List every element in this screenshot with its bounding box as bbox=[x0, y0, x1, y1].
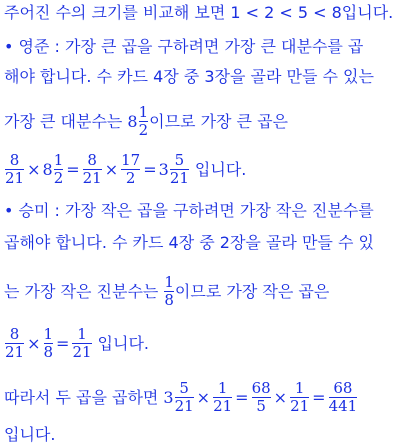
equals-sign: = bbox=[235, 387, 249, 407]
eq1-frac-5: $\frac{5}{21}$ bbox=[169, 151, 189, 187]
times-sign: × bbox=[104, 159, 119, 179]
conclusion-equation bbox=[4, 380, 358, 415]
eq2-frac-3: $\frac{1}{21}$ bbox=[72, 325, 92, 361]
seungmi-text-3b: 이므로 가장 작은 곱은 bbox=[174, 281, 330, 301]
intro-text: 주어진 수의 크기를 비교해 보면 1 < 2 < 5 < 8입니다. bbox=[4, 3, 394, 22]
seungmi-equation bbox=[4, 326, 149, 361]
eq1-whole-5: 3 bbox=[158, 159, 169, 179]
yeongjun-text-1: • 영준 : 가장 큰 곱을 구하려면 가장 큰 대분수를 곱 bbox=[4, 37, 364, 56]
eq1-tail: 입니다. bbox=[194, 159, 247, 179]
yeongjun-line-1 bbox=[4, 36, 363, 58]
eq3-frac-2: $\frac{1}{21}$ bbox=[213, 379, 233, 415]
equals-sign: = bbox=[312, 387, 326, 407]
mixed-whole: 8 bbox=[127, 111, 138, 131]
times-sign: × bbox=[196, 387, 211, 407]
seungmi-line-2 bbox=[4, 232, 374, 254]
equals-sign: = bbox=[143, 159, 157, 179]
eq2-frac-1: $\frac{8}{21}$ bbox=[5, 325, 25, 361]
seungmi-text-3a: 는 가장 작은 진분수는 bbox=[4, 281, 159, 301]
eq3-frac-5: $\frac{68}{441}$ bbox=[328, 379, 358, 415]
eq1-frac-2: $\frac{1}{2}$ bbox=[53, 151, 64, 187]
yeongjun-text-3a: 가장 큰 대분수는 bbox=[4, 111, 123, 131]
intro-line bbox=[4, 2, 393, 24]
eq1-frac-4: $\frac{17}{2}$ bbox=[121, 151, 141, 187]
yeongjun-line-3 bbox=[4, 104, 288, 139]
equals-sign: = bbox=[66, 159, 80, 179]
eq3-whole-1: 3 bbox=[163, 387, 174, 407]
seungmi-text-2: 곱해야 합니다. 수 카드 4장 중 2장을 골라 만들 수 있 bbox=[4, 233, 374, 252]
eq3-frac-1: $\frac{5}{21}$ bbox=[174, 379, 194, 415]
yeongjun-text-3b: 이므로 가장 큰 곱은 bbox=[149, 111, 289, 131]
eq1-frac-3: $\frac{8}{21}$ bbox=[82, 151, 102, 187]
equals-sign: = bbox=[56, 333, 70, 353]
times-sign: × bbox=[27, 159, 41, 179]
yeongjun-text-2: 해야 합니다. 수 카드 4장 중 3장을 골라 만들 수 있는 bbox=[4, 67, 374, 86]
times-sign: × bbox=[27, 333, 41, 353]
eq1-frac-1: $\frac{8}{21}$ bbox=[5, 151, 25, 187]
proper-fraction: $\frac{1}{8}$ bbox=[164, 273, 174, 309]
yeongjun-line-2 bbox=[4, 66, 374, 88]
times-sign: × bbox=[273, 387, 288, 407]
seungmi-line-1 bbox=[4, 200, 374, 222]
yeongjun-equation bbox=[4, 152, 246, 187]
eq3-frac-3: $\frac{68}{5}$ bbox=[251, 379, 271, 415]
conclusion-tail: 입니다. bbox=[4, 425, 56, 444]
conclusion-tail-line bbox=[4, 424, 55, 446]
conclusion-text: 따라서 두 곱을 곱하면 bbox=[4, 387, 159, 407]
seungmi-text-1: • 승미 : 가장 작은 곱을 구하려면 가장 작은 진분수를 bbox=[4, 201, 374, 220]
eq3-frac-4: $\frac{1}{21}$ bbox=[290, 379, 310, 415]
eq1-whole-2: 8 bbox=[42, 159, 53, 179]
mixed-fraction: $\frac{1}{2}$ bbox=[138, 103, 149, 139]
eq2-frac-2: $\frac{1}{8}$ bbox=[43, 325, 54, 361]
seungmi-line-3 bbox=[4, 274, 329, 309]
eq2-tail: 입니다. bbox=[97, 333, 150, 353]
